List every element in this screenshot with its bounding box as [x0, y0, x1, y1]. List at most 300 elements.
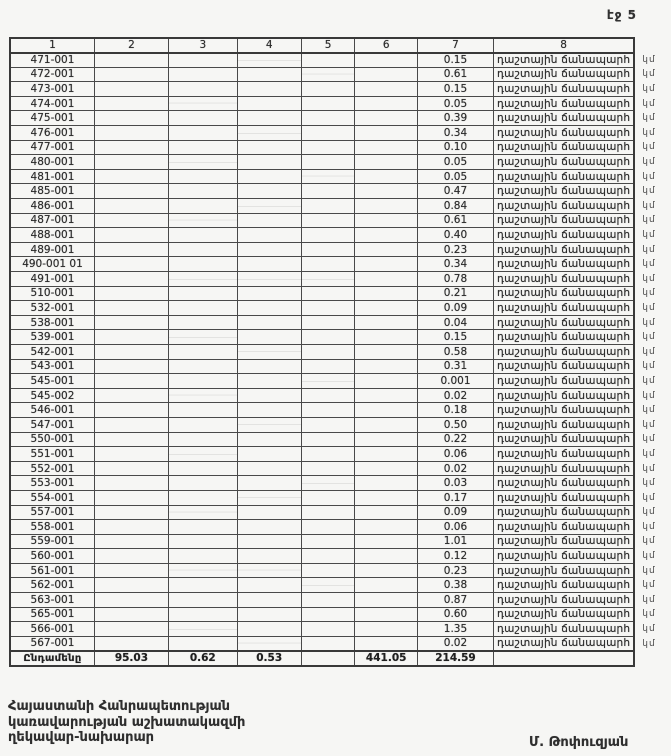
- empty-cell-col2: [94, 286, 168, 301]
- length-value-cell: 0.17: [417, 490, 493, 505]
- empty-cell-col5: [301, 520, 355, 535]
- empty-cell-col3: [168, 432, 237, 447]
- road-id-cell: 557-001: [10, 505, 94, 520]
- empty-cell-col4: [237, 359, 301, 374]
- empty-cell-col3: [168, 476, 237, 491]
- road-type-cell: դաշտային ճանապարհ: [494, 622, 635, 637]
- table-row: [10, 155, 670, 170]
- length-value-cell: 0.04: [417, 315, 493, 330]
- length-value-cell: 0.31: [417, 359, 493, 374]
- road-id-cell: 491-001: [10, 272, 94, 287]
- length-value-cell: 0.15: [417, 82, 493, 97]
- empty-cell-col3: [168, 593, 237, 608]
- length-value-cell: 0.47: [417, 184, 493, 199]
- road-type-cell: դաշտային ճանապարհ: [494, 403, 635, 418]
- road-id-cell: 558-001: [10, 520, 94, 535]
- empty-cell-col2: [94, 374, 168, 389]
- total-col7: 214.59: [417, 651, 493, 666]
- total-col8: [494, 651, 635, 666]
- length-value-cell: 0.02: [417, 636, 493, 651]
- table-row: [10, 96, 670, 111]
- empty-cell-col3: [168, 403, 237, 418]
- unit-note: կմ: [642, 580, 656, 591]
- empty-cell-col2: [94, 184, 168, 199]
- empty-cell-col6: [355, 476, 418, 491]
- empty-cell-col3: [168, 111, 237, 126]
- empty-cell-col2: [94, 82, 168, 97]
- road-id-cell: 480-001: [10, 155, 94, 170]
- road-id-cell: 547-001: [10, 417, 94, 432]
- table-row: [10, 199, 670, 214]
- empty-cell-col2: [94, 563, 168, 578]
- table-row: [10, 315, 670, 330]
- empty-cell-col5: [301, 169, 355, 184]
- empty-cell-col2: [94, 111, 168, 126]
- empty-cell-col6: [355, 213, 418, 228]
- table-row: [10, 636, 670, 651]
- empty-cell-col5: [301, 417, 355, 432]
- road-type-cell: դաշտային ճանապարհ: [494, 301, 635, 316]
- empty-cell-col6: [355, 67, 418, 82]
- empty-cell-col3: [168, 315, 237, 330]
- road-id-cell: 532-001: [10, 301, 94, 316]
- empty-cell-col6: [355, 432, 418, 447]
- road-id-cell: 567-001: [10, 636, 94, 651]
- empty-cell-col5: [301, 213, 355, 228]
- empty-cell-col5: [301, 563, 355, 578]
- length-value-cell: 0.34: [417, 257, 493, 272]
- empty-cell-col4: [237, 315, 301, 330]
- road-type-cell: դաշտային ճանապարհ: [494, 447, 635, 462]
- empty-cell-col6: [355, 199, 418, 214]
- road-id-cell: 487-001: [10, 213, 94, 228]
- road-type-cell: դաշտային ճանապարհ: [494, 272, 635, 287]
- road-type-cell: դաշտային ճանապարհ: [494, 607, 635, 622]
- empty-cell-col2: [94, 549, 168, 564]
- length-value-cell: 0.02: [417, 388, 493, 403]
- empty-cell-col4: [237, 96, 301, 111]
- length-value-cell: 0.23: [417, 242, 493, 257]
- road-id-cell: 565-001: [10, 607, 94, 622]
- length-value-cell: 0.10: [417, 140, 493, 155]
- empty-cell-col3: [168, 213, 237, 228]
- empty-cell-col5: [301, 593, 355, 608]
- road-type-cell: դաշտային ճանապարհ: [494, 461, 635, 476]
- column-header-6: 6: [355, 38, 418, 53]
- issuer-line-1: Հայաստանի Հանրապետության: [8, 699, 231, 714]
- road-type-cell: դաշտային ճանապարհ: [494, 67, 635, 82]
- empty-cell-col6: [355, 155, 418, 170]
- empty-cell-col2: [94, 213, 168, 228]
- totals-ghost-cell: [634, 651, 670, 666]
- total-col5: [301, 651, 355, 666]
- empty-cell-col2: [94, 96, 168, 111]
- empty-cell-col3: [168, 286, 237, 301]
- empty-cell-col5: [301, 96, 355, 111]
- unit-note: կմ: [642, 463, 656, 474]
- length-value-cell: 0.001: [417, 374, 493, 389]
- empty-cell-col5: [301, 578, 355, 593]
- table-row: [10, 126, 670, 141]
- table-row: [10, 82, 670, 97]
- empty-cell-col4: [237, 213, 301, 228]
- table-row: [10, 578, 670, 593]
- table-row: [10, 563, 670, 578]
- unit-note: կմ: [642, 113, 656, 124]
- length-value-cell: 0.34: [417, 126, 493, 141]
- empty-cell-col3: [168, 184, 237, 199]
- road-type-cell: դաշտային ճանապարհ: [494, 578, 635, 593]
- road-type-cell: դաշտային ճանապարհ: [494, 388, 635, 403]
- empty-cell-col3: [168, 549, 237, 564]
- empty-cell-col4: [237, 199, 301, 214]
- empty-cell-col4: [237, 126, 301, 141]
- empty-cell-col3: [168, 563, 237, 578]
- length-value-cell: 0.40: [417, 228, 493, 243]
- unit-note: կմ: [642, 507, 656, 518]
- unit-note: կմ: [642, 127, 656, 138]
- table-row: [10, 490, 670, 505]
- empty-cell-col5: [301, 359, 355, 374]
- empty-cell-col3: [168, 330, 237, 345]
- empty-cell-col5: [301, 242, 355, 257]
- empty-cell-col2: [94, 520, 168, 535]
- table-row: [10, 286, 670, 301]
- empty-cell-col5: [301, 228, 355, 243]
- road-type-cell: դաշտային ճանապարհ: [494, 199, 635, 214]
- empty-cell-col3: [168, 388, 237, 403]
- roads-table: [9, 37, 671, 667]
- road-type-cell: դաշտային ճանապարհ: [494, 228, 635, 243]
- unit-note: կմ: [642, 536, 656, 547]
- empty-cell-col2: [94, 578, 168, 593]
- table-row: [10, 417, 670, 432]
- empty-cell-col4: [237, 403, 301, 418]
- length-value-cell: 0.58: [417, 344, 493, 359]
- unit-note: կմ: [642, 521, 656, 532]
- empty-cell-col3: [168, 126, 237, 141]
- empty-cell-col5: [301, 82, 355, 97]
- empty-cell-col6: [355, 461, 418, 476]
- empty-cell-col5: [301, 549, 355, 564]
- empty-cell-col6: [355, 228, 418, 243]
- road-type-cell: դաշտային ճանապարհ: [494, 520, 635, 535]
- empty-cell-col2: [94, 476, 168, 491]
- empty-cell-col2: [94, 403, 168, 418]
- table-row: [10, 403, 670, 418]
- road-type-cell: դաշտային ճանապարհ: [494, 184, 635, 199]
- empty-cell-col2: [94, 490, 168, 505]
- empty-cell-col5: [301, 330, 355, 345]
- table-row: [10, 257, 670, 272]
- unit-note: կմ: [642, 346, 656, 357]
- table-row: [10, 520, 670, 535]
- unit-note: կմ: [642, 551, 656, 562]
- empty-cell-col4: [237, 476, 301, 491]
- road-type-cell: դաշտային ճանապարհ: [494, 432, 635, 447]
- length-value-cell: 0.78: [417, 272, 493, 287]
- empty-cell-col3: [168, 169, 237, 184]
- road-type-cell: դաշտային ճանապարհ: [494, 476, 635, 491]
- length-value-cell: 0.60: [417, 607, 493, 622]
- unit-note: կմ: [642, 375, 656, 386]
- empty-cell-col2: [94, 622, 168, 637]
- empty-cell-col4: [237, 228, 301, 243]
- unit-note: կմ: [642, 84, 656, 95]
- road-id-cell: 545-002: [10, 388, 94, 403]
- empty-cell-col2: [94, 447, 168, 462]
- road-type-cell: դաշտային ճանապարհ: [494, 53, 635, 68]
- empty-cell-col2: [94, 461, 168, 476]
- empty-cell-col6: [355, 330, 418, 345]
- table-row: [10, 184, 670, 199]
- length-value-cell: 1.01: [417, 534, 493, 549]
- road-type-cell: դաշտային ճանապարհ: [494, 242, 635, 257]
- empty-cell-col5: [301, 155, 355, 170]
- table-row: [10, 330, 670, 345]
- road-id-cell: 481-001: [10, 169, 94, 184]
- empty-cell-col6: [355, 388, 418, 403]
- empty-cell-col3: [168, 228, 237, 243]
- empty-cell-col4: [237, 242, 301, 257]
- table-row: [10, 301, 670, 316]
- unit-note: կմ: [642, 259, 656, 270]
- empty-cell-col6: [355, 490, 418, 505]
- road-id-cell: 554-001: [10, 490, 94, 505]
- length-value-cell: 0.15: [417, 330, 493, 345]
- empty-cell-col6: [355, 169, 418, 184]
- length-value-cell: 0.03: [417, 476, 493, 491]
- road-id-cell: 486-001: [10, 199, 94, 214]
- road-id-cell: 553-001: [10, 476, 94, 491]
- road-id-cell: 476-001: [10, 126, 94, 141]
- empty-cell-col6: [355, 301, 418, 316]
- table-row: [10, 53, 670, 68]
- empty-cell-col6: [355, 344, 418, 359]
- road-type-cell: դաշտային ճանապարհ: [494, 315, 635, 330]
- empty-cell-col4: [237, 344, 301, 359]
- table-header-row: [10, 38, 670, 53]
- length-value-cell: 0.87: [417, 593, 493, 608]
- column-header-8: 8: [494, 38, 635, 53]
- table-row: [10, 461, 670, 476]
- empty-cell-col5: [301, 490, 355, 505]
- empty-cell-col2: [94, 301, 168, 316]
- empty-cell-col2: [94, 155, 168, 170]
- unit-note: կմ: [642, 434, 656, 445]
- length-value-cell: 0.09: [417, 505, 493, 520]
- empty-cell-col6: [355, 534, 418, 549]
- empty-cell-col2: [94, 607, 168, 622]
- table-row: [10, 505, 670, 520]
- unit-note: կմ: [642, 186, 656, 197]
- empty-cell-col6: [355, 593, 418, 608]
- road-id-cell: 490-001 01: [10, 257, 94, 272]
- unit-note: կմ: [642, 361, 656, 372]
- empty-cell-col6: [355, 447, 418, 462]
- road-type-cell: դաշտային ճանապարհ: [494, 505, 635, 520]
- road-type-cell: դաշտային ճանապարհ: [494, 534, 635, 549]
- unit-note: կմ: [642, 624, 656, 635]
- empty-cell-col3: [168, 607, 237, 622]
- totals-label: Ընդամենը: [10, 651, 94, 666]
- road-type-cell: դաշտային ճանապարհ: [494, 111, 635, 126]
- empty-cell-col5: [301, 476, 355, 491]
- empty-cell-col4: [237, 111, 301, 126]
- road-type-cell: դաշտային ճանապարհ: [494, 286, 635, 301]
- empty-cell-col5: [301, 53, 355, 68]
- empty-cell-col2: [94, 505, 168, 520]
- road-type-cell: դաշտային ճանապարհ: [494, 82, 635, 97]
- road-id-cell: 473-001: [10, 82, 94, 97]
- empty-cell-col4: [237, 155, 301, 170]
- table-row: [10, 359, 670, 374]
- road-type-cell: դաշտային ճանապարհ: [494, 257, 635, 272]
- empty-cell-col4: [237, 578, 301, 593]
- unit-note: կմ: [642, 54, 656, 65]
- empty-cell-col2: [94, 272, 168, 287]
- empty-cell-col5: [301, 622, 355, 637]
- empty-cell-col4: [237, 505, 301, 520]
- empty-cell-col4: [237, 490, 301, 505]
- table-row: [10, 432, 670, 447]
- empty-cell-col2: [94, 344, 168, 359]
- road-type-cell: դաշտային ճանապարհ: [494, 490, 635, 505]
- unit-note: կմ: [642, 317, 656, 328]
- table-row: [10, 169, 670, 184]
- length-value-cell: 0.02: [417, 461, 493, 476]
- empty-cell-col4: [237, 534, 301, 549]
- header-ghost-cell: [634, 38, 670, 53]
- road-type-cell: դաշտային ճանապարհ: [494, 636, 635, 651]
- road-type-cell: դաշտային ճանապարհ: [494, 169, 635, 184]
- empty-cell-col6: [355, 622, 418, 637]
- empty-cell-col6: [355, 82, 418, 97]
- empty-cell-col4: [237, 432, 301, 447]
- length-value-cell: 0.50: [417, 417, 493, 432]
- column-header-2: 2: [94, 38, 168, 53]
- table-row: [10, 228, 670, 243]
- road-id-cell: 562-001: [10, 578, 94, 593]
- road-id-cell: 559-001: [10, 534, 94, 549]
- empty-cell-col4: [237, 184, 301, 199]
- length-value-cell: 0.05: [417, 155, 493, 170]
- table-row: [10, 242, 670, 257]
- issuer-line-2: կառավարության աշխատակազմի: [8, 714, 246, 730]
- issuer-block: [8, 699, 245, 746]
- road-id-cell: 510-001: [10, 286, 94, 301]
- empty-cell-col2: [94, 417, 168, 432]
- length-value-cell: 0.15: [417, 53, 493, 68]
- road-type-cell: դաշտային ճանապարհ: [494, 374, 635, 389]
- road-id-cell: 552-001: [10, 461, 94, 476]
- empty-cell-col6: [355, 578, 418, 593]
- unit-note: կմ: [642, 638, 656, 649]
- unit-note: կմ: [642, 157, 656, 168]
- table-row: [10, 534, 670, 549]
- empty-cell-col4: [237, 563, 301, 578]
- empty-cell-col2: [94, 228, 168, 243]
- empty-cell-col4: [237, 622, 301, 637]
- empty-cell-col5: [301, 111, 355, 126]
- road-type-cell: դաշտային ճանապարհ: [494, 344, 635, 359]
- table-row: [10, 111, 670, 126]
- length-value-cell: 1.35: [417, 622, 493, 637]
- empty-cell-col4: [237, 169, 301, 184]
- column-header-4: 4: [237, 38, 301, 53]
- empty-cell-col3: [168, 53, 237, 68]
- empty-cell-col6: [355, 286, 418, 301]
- road-id-cell: 542-001: [10, 344, 94, 359]
- road-type-cell: դաշտային ճանապարհ: [494, 96, 635, 111]
- empty-cell-col2: [94, 242, 168, 257]
- road-type-cell: դաշտային ճանապարհ: [494, 359, 635, 374]
- empty-cell-col4: [237, 301, 301, 316]
- empty-cell-col5: [301, 461, 355, 476]
- length-value-cell: 0.09: [417, 301, 493, 316]
- road-id-cell: 566-001: [10, 622, 94, 637]
- road-type-cell: դաշտային ճանապարհ: [494, 155, 635, 170]
- empty-cell-col5: [301, 184, 355, 199]
- table-row: [10, 593, 670, 608]
- table-row: [10, 447, 670, 462]
- column-header-7: 7: [417, 38, 493, 53]
- road-type-cell: դաշտային ճանապարհ: [494, 140, 635, 155]
- road-type-cell: դաշտային ճանապարհ: [494, 330, 635, 345]
- signatory-name: Մ. Թոփուզյան: [529, 735, 629, 750]
- road-id-cell: 543-001: [10, 359, 94, 374]
- empty-cell-col6: [355, 607, 418, 622]
- road-type-cell: դաշտային ճանապարհ: [494, 549, 635, 564]
- empty-cell-col3: [168, 374, 237, 389]
- empty-cell-col2: [94, 67, 168, 82]
- empty-cell-col6: [355, 242, 418, 257]
- empty-cell-col4: [237, 549, 301, 564]
- empty-cell-col2: [94, 432, 168, 447]
- road-id-cell: 538-001: [10, 315, 94, 330]
- empty-cell-col3: [168, 447, 237, 462]
- table-row: [10, 213, 670, 228]
- road-id-cell: 471-001: [10, 53, 94, 68]
- column-header-1: 1: [10, 38, 94, 53]
- empty-cell-col3: [168, 242, 237, 257]
- empty-cell-col6: [355, 184, 418, 199]
- empty-cell-col5: [301, 257, 355, 272]
- unit-note: կմ: [642, 230, 656, 241]
- length-value-cell: 0.06: [417, 447, 493, 462]
- empty-cell-col5: [301, 374, 355, 389]
- unit-note: կմ: [642, 273, 656, 284]
- empty-cell-col3: [168, 301, 237, 316]
- column-header-3: 3: [168, 38, 237, 53]
- empty-cell-col6: [355, 272, 418, 287]
- road-id-cell: 489-001: [10, 242, 94, 257]
- table-row: [10, 140, 670, 155]
- empty-cell-col3: [168, 96, 237, 111]
- unit-note: կմ: [642, 492, 656, 503]
- empty-cell-col2: [94, 140, 168, 155]
- table-row: [10, 607, 670, 622]
- empty-cell-col2: [94, 257, 168, 272]
- length-value-cell: 0.61: [417, 67, 493, 82]
- length-value-cell: 0.84: [417, 199, 493, 214]
- empty-cell-col3: [168, 520, 237, 535]
- empty-cell-col3: [168, 344, 237, 359]
- empty-cell-col5: [301, 607, 355, 622]
- road-id-cell: 561-001: [10, 563, 94, 578]
- empty-cell-col6: [355, 374, 418, 389]
- road-id-cell: 477-001: [10, 140, 94, 155]
